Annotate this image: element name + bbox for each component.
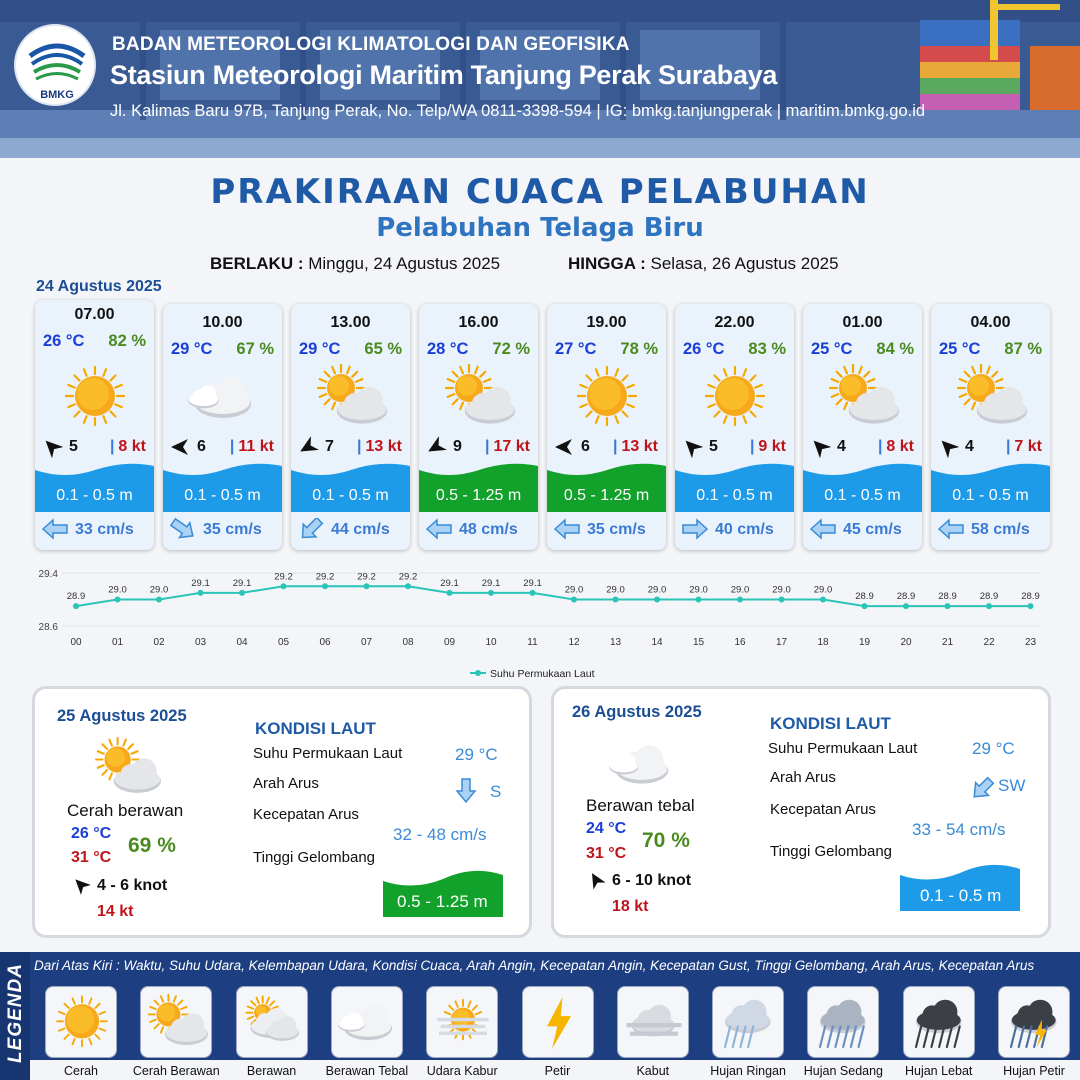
x-tick-label: 07 <box>360 637 373 648</box>
y-tick-label: 29.4 <box>38 569 58 580</box>
partly-cloudy-icon <box>141 987 213 1059</box>
wave-height-value: 0.5 - 1.25 m <box>397 892 488 911</box>
valid-to-value: Selasa, 26 Agustus 2025 <box>650 254 839 273</box>
humidity: 83 % <box>748 340 786 358</box>
data-label: 29.2 <box>315 571 335 583</box>
current-direction-arrow-icon <box>968 775 996 803</box>
header-banner <box>0 0 1080 158</box>
air-temperature: 26 °C <box>43 332 85 350</box>
wind-speed: 9 <box>453 438 462 455</box>
air-temperature: 29 °C <box>299 340 341 358</box>
station-name: Stasiun Meteorologi Maritim Tanjung Perak Surabaya <box>110 60 778 90</box>
wind-direction-icon <box>809 436 831 458</box>
data-label: 29.1 <box>481 577 501 589</box>
gust-speed: | 9 kt <box>749 438 786 455</box>
thunderstorm-icon <box>999 987 1071 1059</box>
data-label: 29.0 <box>647 584 667 596</box>
legend-item-label: Hujan Ringan <box>710 1064 786 1078</box>
moderate-rain-icon <box>808 987 880 1059</box>
haze-icon <box>427 987 499 1059</box>
data-point <box>654 597 660 603</box>
wind-speed: 5 <box>69 438 78 455</box>
forecast-card <box>931 304 1050 550</box>
data-point <box>737 597 743 603</box>
sst-label: Suhu Permukaan Laut <box>253 745 403 762</box>
current-row <box>547 516 666 544</box>
cloudy-icon <box>237 987 309 1059</box>
wind-row <box>547 434 666 458</box>
wind-direction-icon <box>586 870 606 890</box>
data-point <box>115 597 121 603</box>
data-point <box>364 583 370 589</box>
wave-height: 0.1 - 0.5 m <box>56 487 133 504</box>
sun-icon <box>57 364 133 428</box>
humidity: 65 % <box>364 340 402 358</box>
x-tick-label: 01 <box>111 637 124 648</box>
current-row <box>803 516 922 544</box>
y-tick-label: 28.6 <box>38 622 58 633</box>
current-speed: 48 cm/s <box>459 521 518 538</box>
data-label: 29.1 <box>191 577 210 589</box>
legend-item-label: Berawan Tebal <box>325 1064 409 1078</box>
humidity: 78 % <box>620 340 658 358</box>
current-direction-icon <box>809 518 837 540</box>
day-condition: Berawan tebal <box>586 796 695 815</box>
current-speed-label: Kecepatan Arus <box>770 801 876 818</box>
humidity: 72 % <box>492 340 530 358</box>
bmkg-logo <box>14 24 96 106</box>
current-direction-value: SW <box>998 776 1026 795</box>
data-point <box>779 597 785 603</box>
legend-marker <box>475 670 481 676</box>
current-speed-label: Kecepatan Arus <box>253 806 359 823</box>
current-direction-arrow-icon <box>455 777 477 805</box>
current-speed: 40 cm/s <box>715 521 774 538</box>
data-point <box>488 590 494 596</box>
wave-height: 0.5 - 1.25 m <box>435 487 522 504</box>
legend-item <box>903 986 975 1058</box>
wind-direction-icon <box>71 875 91 895</box>
day-forecast-1 <box>32 686 532 938</box>
wave-height-label: Tinggi Gelombang <box>770 843 893 860</box>
current-direction-icon <box>41 518 69 540</box>
data-point <box>447 590 453 596</box>
data-label: 29.0 <box>813 584 833 596</box>
current-direction-icon <box>425 518 453 540</box>
x-tick-label: 14 <box>651 637 663 648</box>
wind-speed: 4 <box>965 438 974 455</box>
wind-direction-icon <box>41 436 63 458</box>
data-point <box>281 583 287 589</box>
x-tick-label: 22 <box>983 637 995 648</box>
current-direction-icon <box>681 518 709 540</box>
data-label: 29.0 <box>149 584 169 596</box>
legend-item <box>522 986 594 1058</box>
data-point <box>820 597 826 603</box>
x-tick-label: 08 <box>402 637 414 648</box>
forecast-card <box>419 304 538 550</box>
data-label: 29.2 <box>398 571 418 583</box>
forecast-time: 01.00 <box>842 314 883 331</box>
partly-cloudy-icon <box>953 364 1029 428</box>
today-date: 24 Agustus 2025 <box>36 278 162 295</box>
gust-speed: | 13 kt <box>613 438 658 455</box>
port-name: Pelabuhan Telaga Biru <box>376 213 704 243</box>
svg-text:BMKG: BMKG <box>40 89 74 101</box>
sun-icon <box>569 364 645 428</box>
data-label: 29.1 <box>440 577 459 589</box>
gust-speed: | 8 kt <box>877 438 914 455</box>
sst-label: Suhu Permukaan Laut <box>768 740 918 757</box>
wind-direction-icon <box>297 436 319 458</box>
gust-speed: | 13 kt <box>357 438 402 455</box>
day-forecast-2 <box>551 686 1051 938</box>
forecast-time: 13.00 <box>330 314 371 331</box>
wind-row <box>931 434 1050 458</box>
thick-cloud-icon <box>332 987 404 1059</box>
legend-description: Dari Atas Kiri : Waktu, Suhu Udara, Kelembapan Udara, Kondisi Cuaca, Arah Angin, Kecepatan Angin, Kecepatan Gust, Tinggi Gelombang, Arah Arus, Kecepatan Arus <box>34 958 1035 973</box>
wind-direction-icon <box>681 436 703 458</box>
humidity: 82 % <box>108 332 146 350</box>
x-tick-label: 09 <box>443 637 456 648</box>
current-speed: 44 cm/s <box>331 521 390 538</box>
x-tick-label: 19 <box>858 637 871 648</box>
data-point <box>239 590 245 596</box>
sun-icon <box>697 364 773 428</box>
current-direction-label: Arah Arus <box>253 775 319 792</box>
station-address: Jl. Kalimas Baru 97B, Tanjung Perak, No. Telp/WA 0811-3398-594 | IG: bmkg.tanjungperak | maritim.bmkg.go.id <box>110 102 926 120</box>
legend-item <box>331 986 403 1058</box>
current-direction-icon <box>937 518 965 540</box>
sea-condition-title: KONDISI LAUT <box>770 714 891 733</box>
current-speed: 58 cm/s <box>971 521 1030 538</box>
wind-speed: 7 <box>325 438 334 455</box>
data-point <box>571 597 577 603</box>
data-label: 29.0 <box>564 584 584 596</box>
day-temp-min: 26 °C <box>71 825 112 842</box>
data-label: 29.0 <box>108 584 127 596</box>
x-tick-label: 02 <box>153 637 165 648</box>
wind-row <box>419 434 538 458</box>
current-direction-value: S <box>490 782 502 801</box>
sun-icon <box>46 987 118 1059</box>
air-temperature: 29 °C <box>171 340 213 358</box>
x-tick-label: 15 <box>692 637 705 648</box>
gust-speed: | 8 kt <box>109 438 146 455</box>
sst-value: 29 °C <box>455 745 498 764</box>
humidity: 87 % <box>1004 340 1042 358</box>
wind-speed: 6 <box>581 438 590 455</box>
partly-cloudy-icon <box>91 737 163 797</box>
forecast-card <box>547 304 666 550</box>
humidity: 67 % <box>236 340 274 358</box>
current-speed: 35 cm/s <box>587 521 646 538</box>
forecast-time: 22.00 <box>714 314 755 331</box>
wave-height-value: 0.1 - 0.5 m <box>920 886 1002 905</box>
wind-speed: 5 <box>709 438 718 455</box>
sea-temperature-chart <box>0 560 1080 685</box>
data-point <box>1028 603 1034 609</box>
current-speed-value: 32 - 48 cm/s <box>393 825 487 844</box>
data-label: 29.0 <box>772 584 791 596</box>
forecast-card <box>803 304 922 550</box>
wind-direction-icon <box>425 436 447 458</box>
valid-to <box>568 254 839 274</box>
lightning-icon <box>523 987 595 1059</box>
forecast-time: 19.00 <box>586 314 627 331</box>
day-gust: 18 kt <box>612 898 649 915</box>
data-point <box>903 603 909 609</box>
day-date: 26 Agustus 2025 <box>572 703 702 721</box>
partly-cloudy-icon <box>313 364 389 428</box>
x-tick-label: 17 <box>775 637 788 648</box>
legend-item-label: Cerah Berawan <box>132 1064 220 1078</box>
legend-item-label: Petir <box>544 1064 571 1078</box>
wind-row <box>35 434 154 458</box>
current-direction-icon <box>553 518 581 540</box>
legend-label: Suhu Permukaan Laut <box>490 668 595 680</box>
x-tick-label: 11 <box>527 637 538 648</box>
x-tick-label: 16 <box>734 637 746 648</box>
partly-cloudy-icon <box>825 364 901 428</box>
air-temperature: 27 °C <box>555 340 597 358</box>
x-tick-label: 06 <box>319 637 331 648</box>
x-tick-label: 23 <box>1024 637 1037 648</box>
day-date: 25 Agustus 2025 <box>57 707 187 725</box>
organization-name: BADAN METEOROLOGI KLIMATOLOGI DAN GEOFISIKA <box>112 34 630 55</box>
day-gust: 14 kt <box>97 903 134 920</box>
legend-panel <box>0 952 1080 1080</box>
light-rain-icon <box>713 987 785 1059</box>
thick-cloud-icon <box>606 733 678 793</box>
humidity: 84 % <box>876 340 914 358</box>
x-tick-label: 04 <box>236 637 248 648</box>
data-point <box>405 583 411 589</box>
legend-item <box>712 986 784 1058</box>
legend-item-label: Hujan Sedang <box>803 1064 883 1078</box>
valid-from-label: BERLAKU : <box>210 254 304 273</box>
forecast-card <box>675 304 794 550</box>
data-label: 28.9 <box>896 591 916 603</box>
current-row <box>675 516 794 544</box>
wind-direction-icon <box>937 436 959 458</box>
data-label: 29.0 <box>606 584 625 596</box>
air-temperature: 25 °C <box>811 340 853 358</box>
valid-to-label: HINGGA : <box>568 254 646 273</box>
legend-item-label: Cerah <box>63 1064 99 1078</box>
data-point <box>862 603 868 609</box>
gust-speed: | 11 kt <box>229 438 274 455</box>
current-row <box>419 516 538 544</box>
current-row <box>291 516 410 544</box>
legend-item <box>236 986 308 1058</box>
forecast-card <box>291 304 410 550</box>
data-label: 29.0 <box>689 584 708 596</box>
x-tick-label: 10 <box>485 637 497 648</box>
legend-item <box>45 986 117 1058</box>
data-point <box>530 590 536 596</box>
x-tick-label: 03 <box>194 637 207 648</box>
data-label: 29.0 <box>730 584 750 596</box>
data-label: 29.2 <box>357 571 376 583</box>
thick-cloud-icon <box>185 364 261 428</box>
wind-speed: 6 <box>197 438 206 455</box>
forecast-card <box>163 304 282 550</box>
wave-height: 0.1 - 0.5 m <box>952 487 1029 504</box>
forecast-card <box>35 300 154 550</box>
series-line <box>76 586 1031 606</box>
wind-direction-icon <box>553 436 575 458</box>
legend-item <box>807 986 879 1058</box>
wind-row <box>675 434 794 458</box>
forecast-time: 07.00 <box>74 306 115 323</box>
legend-item <box>426 986 498 1058</box>
day-wind-speed: 4 - 6 knot <box>97 877 168 894</box>
day-humidity: 70 % <box>642 829 690 852</box>
sst-value: 29 °C <box>972 739 1015 758</box>
wave-height-label: Tinggi Gelombang <box>253 849 376 866</box>
day-temp-max: 31 °C <box>71 849 112 866</box>
legend-item-label: Berawan <box>246 1064 297 1078</box>
wave-height: 0.1 - 0.5 m <box>824 487 901 504</box>
data-label: 29.2 <box>274 571 293 583</box>
wind-row <box>163 434 282 458</box>
legend-item-label: Kabut <box>636 1064 670 1078</box>
page-title: PRAKIRAAN CUACA PELABUHAN <box>210 172 870 212</box>
data-point <box>613 597 619 603</box>
day-wind-speed: 6 - 10 knot <box>612 872 692 889</box>
wind-direction-icon <box>169 436 191 458</box>
day-temp-min: 24 °C <box>586 820 627 837</box>
forecast-time: 16.00 <box>458 314 499 331</box>
data-label: 28.9 <box>855 591 874 603</box>
partly-cloudy-icon <box>441 364 517 428</box>
air-temperature: 25 °C <box>939 340 981 358</box>
valid-from <box>210 254 500 274</box>
legend-item-label: Udara Kabur <box>426 1064 498 1078</box>
data-label: 28.9 <box>66 591 86 603</box>
current-row <box>931 516 1050 544</box>
wave-height: 0.1 - 0.5 m <box>696 487 773 504</box>
x-tick-label: 00 <box>70 637 82 648</box>
current-row <box>35 516 154 544</box>
day-temp-max: 31 °C <box>586 845 627 862</box>
legend-item <box>140 986 212 1058</box>
data-point <box>198 590 204 596</box>
data-label: 28.9 <box>1021 591 1040 603</box>
data-point <box>322 583 328 589</box>
current-direction-icon <box>169 518 197 540</box>
data-point <box>986 603 992 609</box>
legend-item <box>617 986 689 1058</box>
gust-speed: | 17 kt <box>485 438 530 455</box>
fog-icon <box>618 987 690 1059</box>
wind-row <box>803 434 922 458</box>
current-speed-value: 33 - 54 cm/s <box>912 820 1006 839</box>
air-temperature: 28 °C <box>427 340 469 358</box>
forecast-time: 04.00 <box>970 314 1011 331</box>
current-speed: 35 cm/s <box>203 521 262 538</box>
data-label: 28.9 <box>938 591 957 603</box>
heavy-rain-icon <box>904 987 976 1059</box>
data-label: 29.1 <box>232 577 252 589</box>
air-temperature: 26 °C <box>683 340 725 358</box>
current-row <box>163 516 282 544</box>
wave-height: 0.5 - 1.25 m <box>563 487 650 504</box>
x-tick-label: 05 <box>277 637 290 648</box>
data-point <box>945 603 951 609</box>
current-speed: 45 cm/s <box>843 521 902 538</box>
x-tick-label: 20 <box>900 637 912 648</box>
wind-speed: 4 <box>837 438 846 455</box>
data-label: 29.1 <box>523 577 542 589</box>
wave-height: 0.1 - 0.5 m <box>184 487 261 504</box>
data-point <box>156 597 162 603</box>
valid-from-value: Minggu, 24 Agustus 2025 <box>308 254 501 273</box>
day-humidity: 69 % <box>128 834 176 857</box>
legend-item <box>998 986 1070 1058</box>
day-condition: Cerah berawan <box>67 801 184 820</box>
current-direction-label: Arah Arus <box>770 769 836 786</box>
x-tick-label: 13 <box>609 637 622 648</box>
current-direction-icon <box>297 518 325 540</box>
current-speed: 33 cm/s <box>75 521 134 538</box>
gust-speed: | 7 kt <box>1005 438 1042 455</box>
data-point <box>73 603 79 609</box>
forecast-time: 10.00 <box>202 314 243 331</box>
wave-height: 0.1 - 0.5 m <box>312 487 389 504</box>
data-label: 28.9 <box>979 591 999 603</box>
legend-item-label: Hujan Petir <box>1003 1064 1065 1078</box>
sea-condition-title: KONDISI LAUT <box>255 719 376 738</box>
x-tick-label: 12 <box>568 637 580 648</box>
x-tick-label: 21 <box>941 637 954 648</box>
x-tick-label: 18 <box>817 637 829 648</box>
legend-side-title: LEGENDA <box>0 952 30 1080</box>
wind-row <box>291 434 410 458</box>
data-point <box>696 597 702 603</box>
legend-item-label: Hujan Lebat <box>904 1064 973 1078</box>
